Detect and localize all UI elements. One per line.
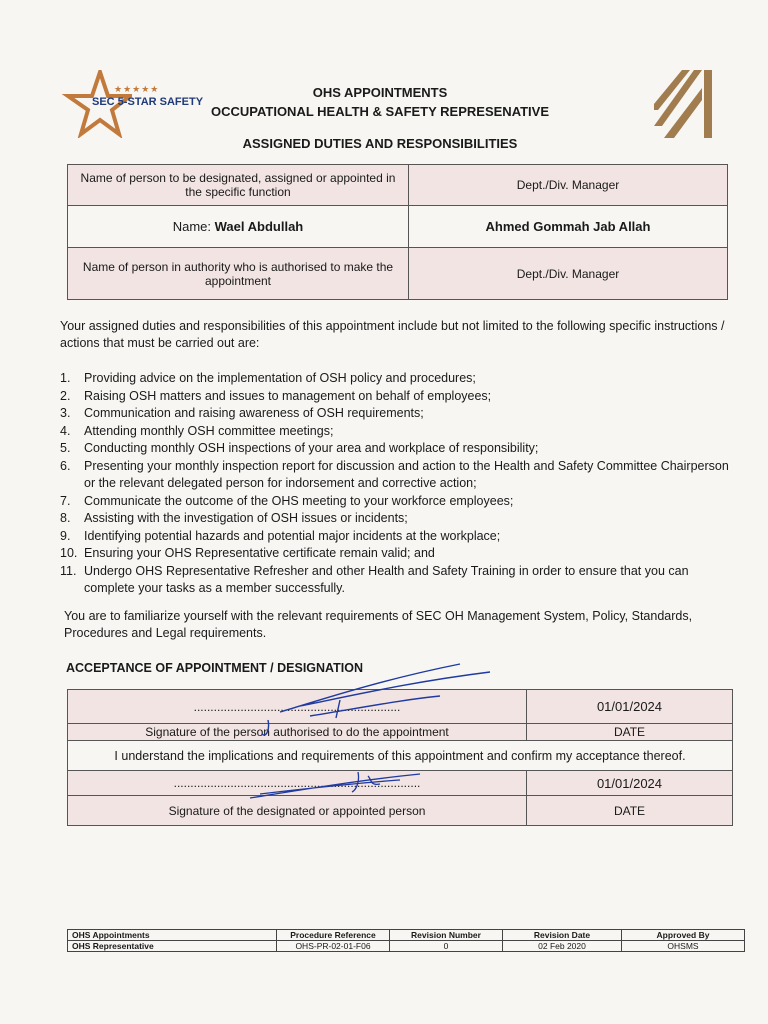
list-item-number: 9. <box>60 528 71 543</box>
list-item-number: 4. <box>60 423 71 438</box>
name-value: Wael Abdullah <box>214 219 304 234</box>
list-item-text: Assisting with the investigation of OSH issues or incidents; <box>84 511 408 525</box>
list-item-number: 8. <box>60 511 71 525</box>
list-item-text: Identifying potential hazards and potential major incidents at the workplace; <box>84 528 501 543</box>
footer-h-procedure: Procedure Reference <box>277 930 390 941</box>
list-item-text: Conducting monthly OSH inspections of your area and workplace of responsibility; <box>84 441 539 455</box>
sec-logo <box>62 70 202 140</box>
handwritten-signature-2 <box>240 766 440 806</box>
designated-person-label: Name of person to be designated, assigned or appointed in the specific function <box>68 165 409 206</box>
logo-stars: ★★★★★ <box>114 84 160 94</box>
list-item-text: Communicate the outcome of the OHS meeting to your workforce employees; <box>84 493 514 508</box>
footer-table <box>67 929 745 952</box>
footer-h-appointments: OHS Appointments <box>68 930 277 941</box>
footer-h-revision-number: Revision Number <box>390 930 503 941</box>
date-label-1: DATE <box>527 724 733 741</box>
list-item <box>60 510 740 528</box>
appointment-table <box>67 164 728 300</box>
logo-text: SEC 5-STAR SAFETY <box>92 96 204 108</box>
signature-line-appointee: .......................................................................... <box>68 771 527 796</box>
dept-manager-label-2: Dept./Div. Manager <box>409 248 728 300</box>
list-item-text: Attending monthly OSH committee meetings; <box>84 423 334 438</box>
list-item-number: 10. <box>60 546 78 560</box>
list-item <box>60 563 740 598</box>
date-value-1: 01/01/2024 <box>527 690 733 724</box>
authority-person-label: Name of person in authority who is authorised to make the appointment <box>68 248 409 300</box>
list-item-number: 6. <box>60 458 71 473</box>
list-item-number: 3. <box>60 406 71 420</box>
list-item <box>60 458 740 493</box>
duties-list <box>60 370 740 598</box>
date-label-2: DATE <box>527 796 733 826</box>
list-item-text: Communication and raising awareness of OSH requirements; <box>84 406 424 420</box>
list-item-text: Ensuring your OHS Representative certificate remain valid; and <box>84 546 435 560</box>
list-item-text: Raising OSH matters and issues to management on behalf of employees; <box>84 388 492 403</box>
acceptance-statement: I understand the implications and requirements of this appointment and confirm my acceptance thereof. <box>68 741 733 771</box>
footer-v-revision-date: 02 Feb 2020 <box>503 941 622 952</box>
date-value-2: 01/01/2024 <box>527 771 733 796</box>
list-item-number: 11. <box>60 563 77 578</box>
list-item-number: 1. <box>60 371 71 385</box>
list-item-text: Providing advice on the implementation of OSH policy and procedures; <box>84 371 476 385</box>
list-item <box>60 405 740 423</box>
brand-mark-icon <box>654 70 714 138</box>
signature-line-authority: .............................................................. <box>68 690 527 724</box>
footer-h-approved-by: Approved By <box>622 930 745 941</box>
intro-paragraph: Your assigned duties and responsibilities of this appointment include but not limited to the following specific instructions / actions that must be carried out are: <box>60 319 725 350</box>
name-cell <box>68 206 409 248</box>
list-item <box>60 528 740 546</box>
doc-title-1: OHS APPOINTMENTS <box>312 85 448 100</box>
list-item-text: Presenting your monthly inspection report for discussion and action to the Health and Safety Committee Chairperson or the relevant delegated person for indorsement and corrective action; <box>84 458 729 490</box>
list-item <box>60 493 740 511</box>
list-item-text: Undergo OHS Representative Refresher and other Health and Safety Training in order to ensure that you can complete your tasks as a member successfully. <box>84 563 689 595</box>
signature-label-authority: Signature of the person authorised to do the appointment <box>68 724 527 741</box>
name-label: Name: <box>172 219 215 234</box>
doc-title-2: OCCUPATIONAL HEALTH & SAFETY REPRESENATIVE <box>210 104 550 119</box>
dept-manager-label-1: Dept./Div. Manager <box>409 165 728 206</box>
manager-name: Ahmed Gommah Jab Allah <box>409 206 728 248</box>
list-item <box>60 370 740 388</box>
list-item-number: 5. <box>60 441 71 455</box>
handwritten-signature-1 <box>240 660 500 740</box>
footer-v-representative: OHS Representative <box>68 941 277 952</box>
footer-h-revision-date: Revision Date <box>503 930 622 941</box>
footer-v-approved-by: OHSMS <box>622 941 745 952</box>
signature-label-appointee: Signature of the designated or appointed person <box>68 796 527 826</box>
familiarize-paragraph: You are to familiarize yourself with the relevant requirements of SEC OH Management System, Policy, Standards, Procedures and Legal requirements. <box>64 609 693 640</box>
list-item <box>60 545 740 563</box>
list-item <box>60 388 740 406</box>
list-item-number: 7. <box>60 493 71 508</box>
acceptance-heading: ACCEPTANCE OF APPOINTMENT / DESIGNATION <box>66 661 363 675</box>
footer-v-revision-number: 0 <box>390 941 503 952</box>
list-item <box>60 440 740 458</box>
doc-subtitle: ASSIGNED DUTIES AND RESPONSIBILITIES <box>242 136 518 151</box>
footer-v-procedure-ref: OHS-PR-02-01-F06 <box>277 941 390 952</box>
list-item-number: 2. <box>60 388 71 403</box>
list-item <box>60 423 740 441</box>
